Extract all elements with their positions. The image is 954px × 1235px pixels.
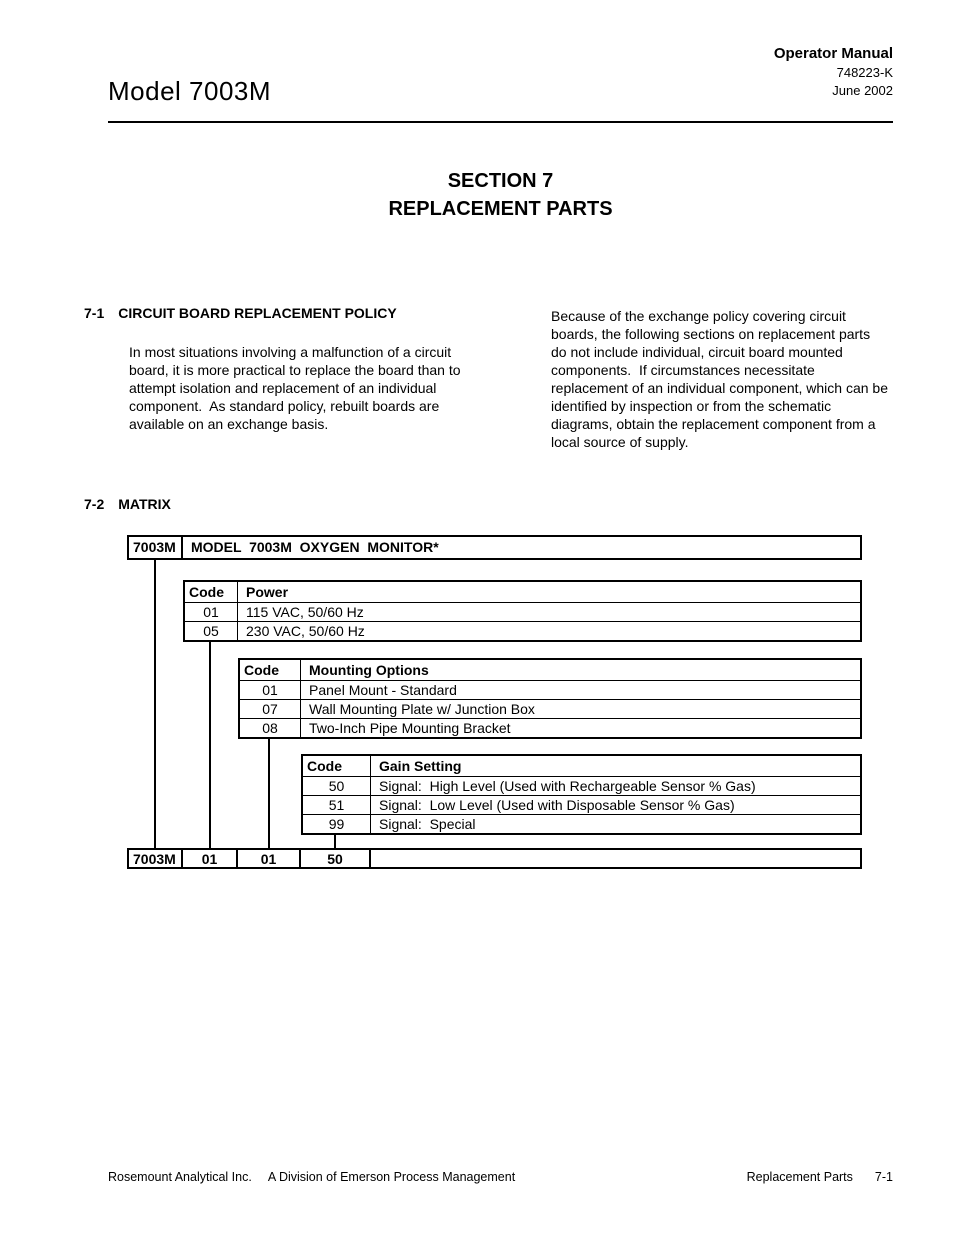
option-code: 50 [303, 777, 371, 795]
table-header-row [185, 582, 860, 602]
table-row [303, 776, 860, 795]
footer-division: A Division of Emerson Process Management [267, 1170, 516, 1184]
table-header-row [303, 756, 860, 776]
option-label: Signal: High Level (Used with Rechargeable Sensor % Gas) [379, 778, 756, 794]
option-label: 230 VAC, 50/60 Hz [246, 623, 365, 639]
example-model-code: 7003M [127, 848, 183, 869]
power-column-header: Power [246, 584, 289, 600]
example-mounting-code: 01 [238, 848, 301, 869]
mounting-column-header: Mounting Options [309, 662, 429, 678]
example-empty-cell [371, 848, 862, 869]
table-row [185, 602, 860, 621]
power-options-table [183, 580, 862, 642]
table-row [185, 621, 860, 640]
option-code: 08 [240, 719, 301, 737]
table-row [240, 718, 860, 737]
option-label: Signal: Low Level (Used with Disposable Sensor % Gas) [379, 797, 735, 813]
footer-right [747, 1170, 893, 1184]
option-code: 01 [240, 681, 301, 699]
section-title-line1: SECTION 7 [447, 170, 554, 192]
option-label: Panel Mount - Standard [309, 682, 457, 698]
option-code: 05 [185, 622, 238, 640]
heading-7-2-num: 7-2 [84, 496, 105, 512]
matrix-connector-line-gain [334, 834, 336, 848]
footer-left [108, 1170, 515, 1184]
heading-7-2 [84, 496, 171, 512]
matrix-connector-line-power [209, 641, 211, 848]
example-power-code: 01 [183, 848, 238, 869]
footer-page-number: 7-1 [874, 1170, 893, 1184]
matrix-model-description: MODEL 7003M OXYGEN MONITOR* [183, 535, 862, 560]
option-label: Wall Mounting Plate w/ Junction Box [309, 701, 535, 717]
paragraph-right-column: Because of the exchange policy covering circuit boards, the following sections on replacement parts do not include individual, circuit board mounted components. If circumstances necessitate replacement of an individual component, which can be identified by inspection or from the schematic diagrams, obtain the replacement component from a local source of supply. [551, 308, 892, 450]
model-title: Model 7003M [108, 76, 272, 106]
header-rule [108, 121, 893, 123]
option-label: Two-Inch Pipe Mounting Bracket [309, 720, 511, 736]
table-row [303, 814, 860, 833]
heading-7-1-text: CIRCUIT BOARD REPLACEMENT POLICY [118, 305, 397, 321]
section-title [108, 167, 893, 223]
option-code: 01 [185, 603, 238, 621]
table-row [240, 699, 860, 718]
table-row [303, 795, 860, 814]
matrix-model-code: 7003M [127, 535, 183, 560]
matrix-connector-line-model [154, 560, 156, 848]
gain-setting-table [301, 754, 862, 835]
section-title-line2: REPLACEMENT PARTS [388, 198, 613, 220]
code-column-header: Code [185, 582, 238, 602]
option-code: 07 [240, 700, 301, 718]
heading-7-1 [84, 305, 397, 321]
document-date: June 2002 [832, 83, 893, 98]
heading-7-1-num: 7-1 [84, 305, 105, 321]
manual-title: Operator Manual [773, 45, 893, 62]
option-code: 99 [303, 815, 371, 833]
option-label: Signal: Special [379, 816, 476, 832]
heading-7-2-text: MATRIX [118, 496, 171, 512]
example-gain-code: 50 [301, 848, 371, 869]
header-right-block [774, 44, 893, 100]
mounting-options-table [238, 658, 862, 739]
table-header-row [240, 660, 860, 680]
table-row [240, 680, 860, 699]
footer-company: Rosemount Analytical Inc. [108, 1170, 252, 1184]
option-label: 115 VAC, 50/60 Hz [246, 604, 364, 620]
matrix-example-row [127, 848, 862, 869]
code-column-header: Code [240, 660, 301, 680]
matrix-connector-line-mounting [268, 738, 270, 848]
paragraph-left-column: In most situations involving a malfunction of a circuit board, it is more practical to replace the board than to attempt isolation and replacement of an individual component. As standard policy, rebuilt boards are available on an exchange basis. [129, 344, 465, 432]
gain-column-header: Gain Setting [379, 758, 462, 774]
option-code: 51 [303, 796, 371, 814]
document-number: 748223-K [836, 65, 893, 80]
matrix-model-row [127, 535, 862, 560]
code-column-header: Code [303, 756, 371, 776]
footer-section-label: Replacement Parts [746, 1170, 853, 1184]
